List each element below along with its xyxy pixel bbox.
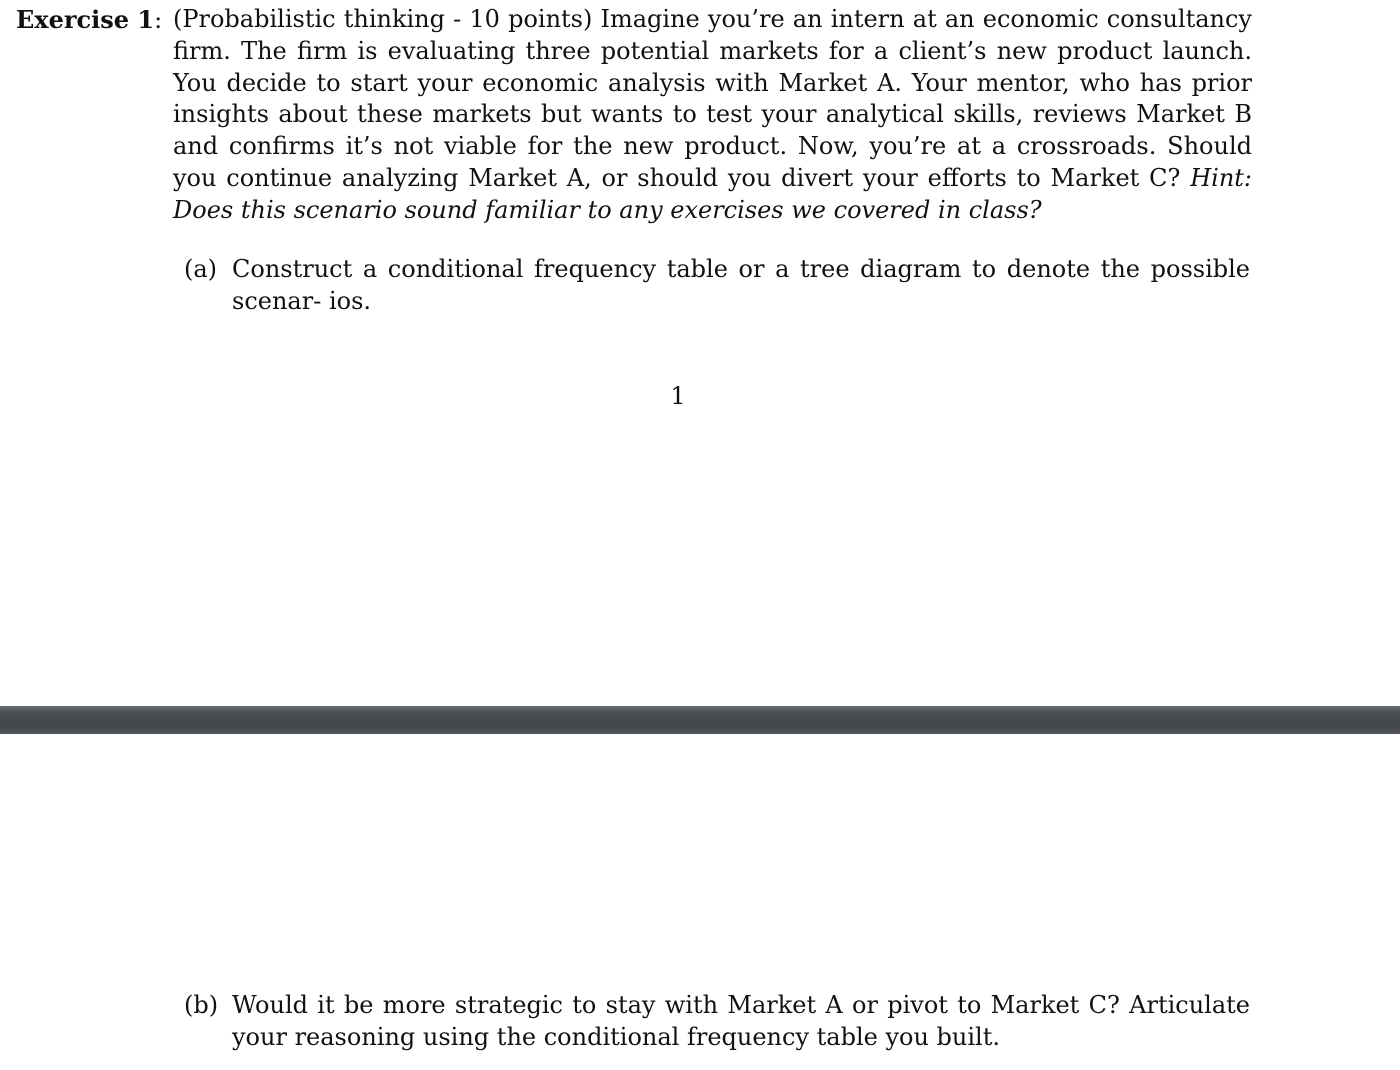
- question-part-a: [184, 254, 1250, 318]
- exercise-body: (Probabilistic thinking - 10 points) Imagine you’re an intern at an economic consultancy firm. The firm is evaluating three potential markets for a client’s new product launch. You decide to start your economic analysis with Market A. Your mentor, who has prior insights about these markets but wants to test your analytical skills, reviews Market B and confirms it’s not viable for the new product. Now, you’re at a crossroads. Should you continue analyzing Market A, or should you divert your efforts to Market C?: [173, 5, 1252, 192]
- exercise-text: [173, 4, 1252, 227]
- exercise-block: [16, 4, 1252, 227]
- page-break-divider: [0, 706, 1400, 734]
- part-b-enum: (b): [184, 991, 219, 1019]
- part-b-text: Would it be more strategic to stay with Market A or pivot to Market C? Articulate your reasoning using the conditional frequency table you built.: [232, 991, 1250, 1051]
- page-number: 1: [670, 382, 686, 410]
- question-part-b: [184, 990, 1250, 1054]
- exercise-hint: Hint: Does this scenario sound familiar to any exercises we covered in class?: [173, 163, 1253, 224]
- part-a-text: Construct a conditional frequency table or a tree diagram to denote the possible scenar- ios.: [232, 255, 1250, 315]
- exercise-label: Exercise 1:: [16, 5, 163, 34]
- part-a-enum: (a): [184, 255, 218, 283]
